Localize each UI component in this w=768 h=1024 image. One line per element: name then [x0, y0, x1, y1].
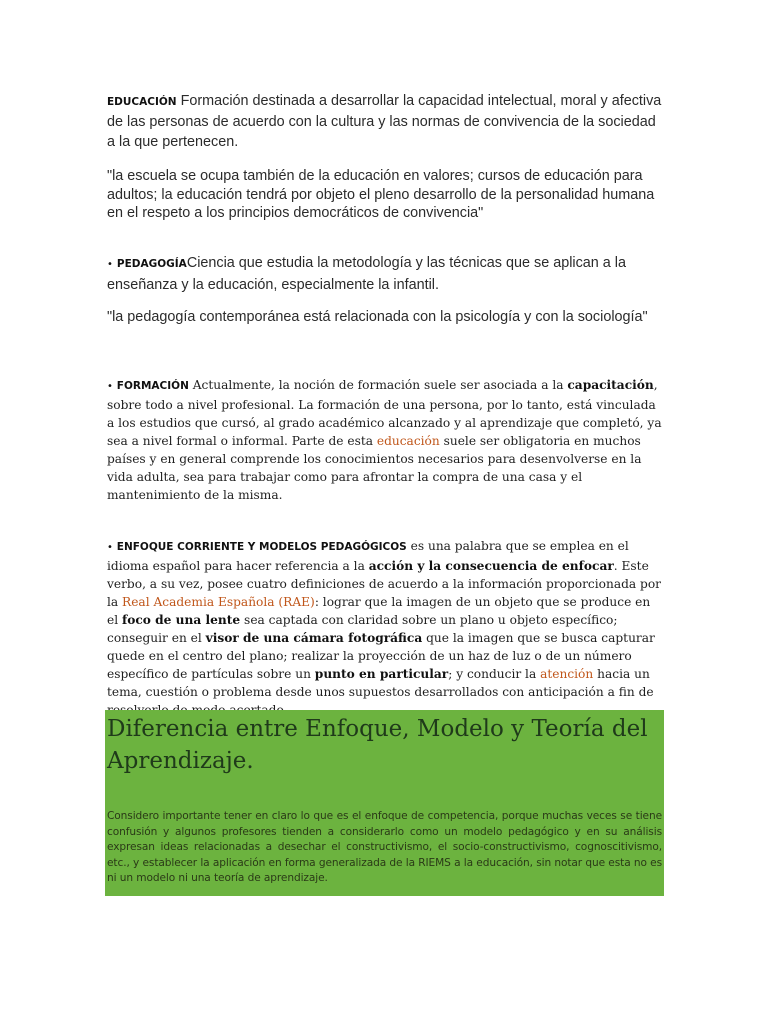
enfoque-bold-1: acción y la consecuencia de enfocar — [368, 559, 614, 573]
educacion-link[interactable]: educación — [376, 434, 440, 448]
enfoque-text-7: hacia un tema, cuestión o problema desde unos supuestos desarrollados con anticipación a fin de — [107, 667, 654, 699]
pedagogia-example: "la pedagogía contemporánea está relacionada con la psicología y con la sociología" — [107, 309, 648, 325]
pedagogia-label: PEDAGOGÍA — [116, 258, 187, 270]
bullet-icon: • — [107, 542, 113, 553]
formacion-text-3: suele ser obligatoria en muchos países y en general comprende los conocimientos necesarios para desenvolverse en la vida adulta, sea para trabajar como para afrontar la compra de una casa y el mantenimiento de la misma. — [107, 434, 642, 502]
bullet-icon: • — [107, 381, 113, 392]
enfoque-text-6: ; y conducir la — [448, 667, 541, 681]
enfoque-text-4: sea captada con claridad sobre un plano u objeto específico; conseguir en el — [107, 613, 618, 645]
educacion-definition — [107, 91, 662, 152]
formacion-text-2: , sobre todo a nivel profesional. La formación de una persona, por lo tanto, está vinculada a los estudios que cursó, al grado académico alcanzado y al aprendizaje que completó, ya sea a nivel formal o informal. Parte de esta — [107, 378, 662, 448]
formacion-label: FORMACIÓN — [116, 380, 189, 392]
pedagogia-definition — [107, 253, 662, 295]
rae-link[interactable]: Real Academia Española (RAE) — [122, 595, 315, 609]
capacitacion-link[interactable]: capacitación — [567, 378, 654, 392]
enfoque-label: ENFOQUE CORRIENTE Y MODELOS PEDAGÓGICOS — [116, 541, 407, 553]
educacion-text: Formación destinada a desarrollar la capacidad intelectual, moral y afectiva de las personas de acuerdo con la cultura y las normas de convivencia de la sociedad a la que pertenecen. — [107, 93, 662, 150]
enfoque-bold-2: foco de una lente — [122, 613, 241, 627]
enfoque-bold-4: punto en particular — [314, 667, 449, 681]
enfoque-bold-3: visor de una cámara fotográfica — [205, 631, 423, 645]
enfoque-text-2: . Este verbo, a su vez, posee cuatro definiciones de acuerdo a la información proporcionada por la — [107, 559, 662, 609]
educacion-example: "la escuela se ocupa también de la educación en valores; cursos de educación para adultos; la educación tendrá por objeto el pleno desarrollo de la personalidad humana en el respeto a los principios democráticos de convivencia" — [107, 168, 655, 221]
formacion-text-1: Actualmente, la noción de formación suele ser asociada a la — [188, 378, 568, 392]
enfoque-text-1: es una palabra que se emplea en el idioma español para hacer referencia a la — [107, 539, 629, 573]
enfoque-paragraph — [107, 537, 663, 719]
bullet-icon: • — [107, 259, 113, 270]
formacion-paragraph — [107, 376, 663, 504]
pedagogia-text: Ciencia que estudia la metodología y las técnicas que se aplican a la enseñanza y la educación, especialmente la infantil. — [107, 255, 627, 293]
enfoque-text-5: que la imagen que se busca capturar quede en el centro del plano; realizar la proyección de un haz de luz o de un número específico de partículas sobre un — [107, 631, 655, 681]
enfoque-text-3: : lograr que la imagen de un objeto que se produce en el — [107, 595, 651, 627]
box-body: Considero importante tener en claro lo que es el enfoque de competencia, porque muchas veces se tiene confusión y algunos profesores tienden a considerarlo como un modelo pedagógico y en su análisis expresan ideas relacionadas a desechar el constructivismo, el socio-constructivismo, cognoscitivismo, etc., y establecer la aplicación en forma generalizada de la RIEMS a la educación, sin notar que esta no es ni un modelo ni una teoría de aprendizaje. — [107, 810, 662, 884]
box-title: Diferencia entre Enfoque, Modelo y Teoría del Aprendizaje. — [107, 716, 648, 774]
educacion-label: EDUCACIÓN — [107, 96, 177, 108]
atencion-link[interactable]: atención — [540, 667, 594, 681]
